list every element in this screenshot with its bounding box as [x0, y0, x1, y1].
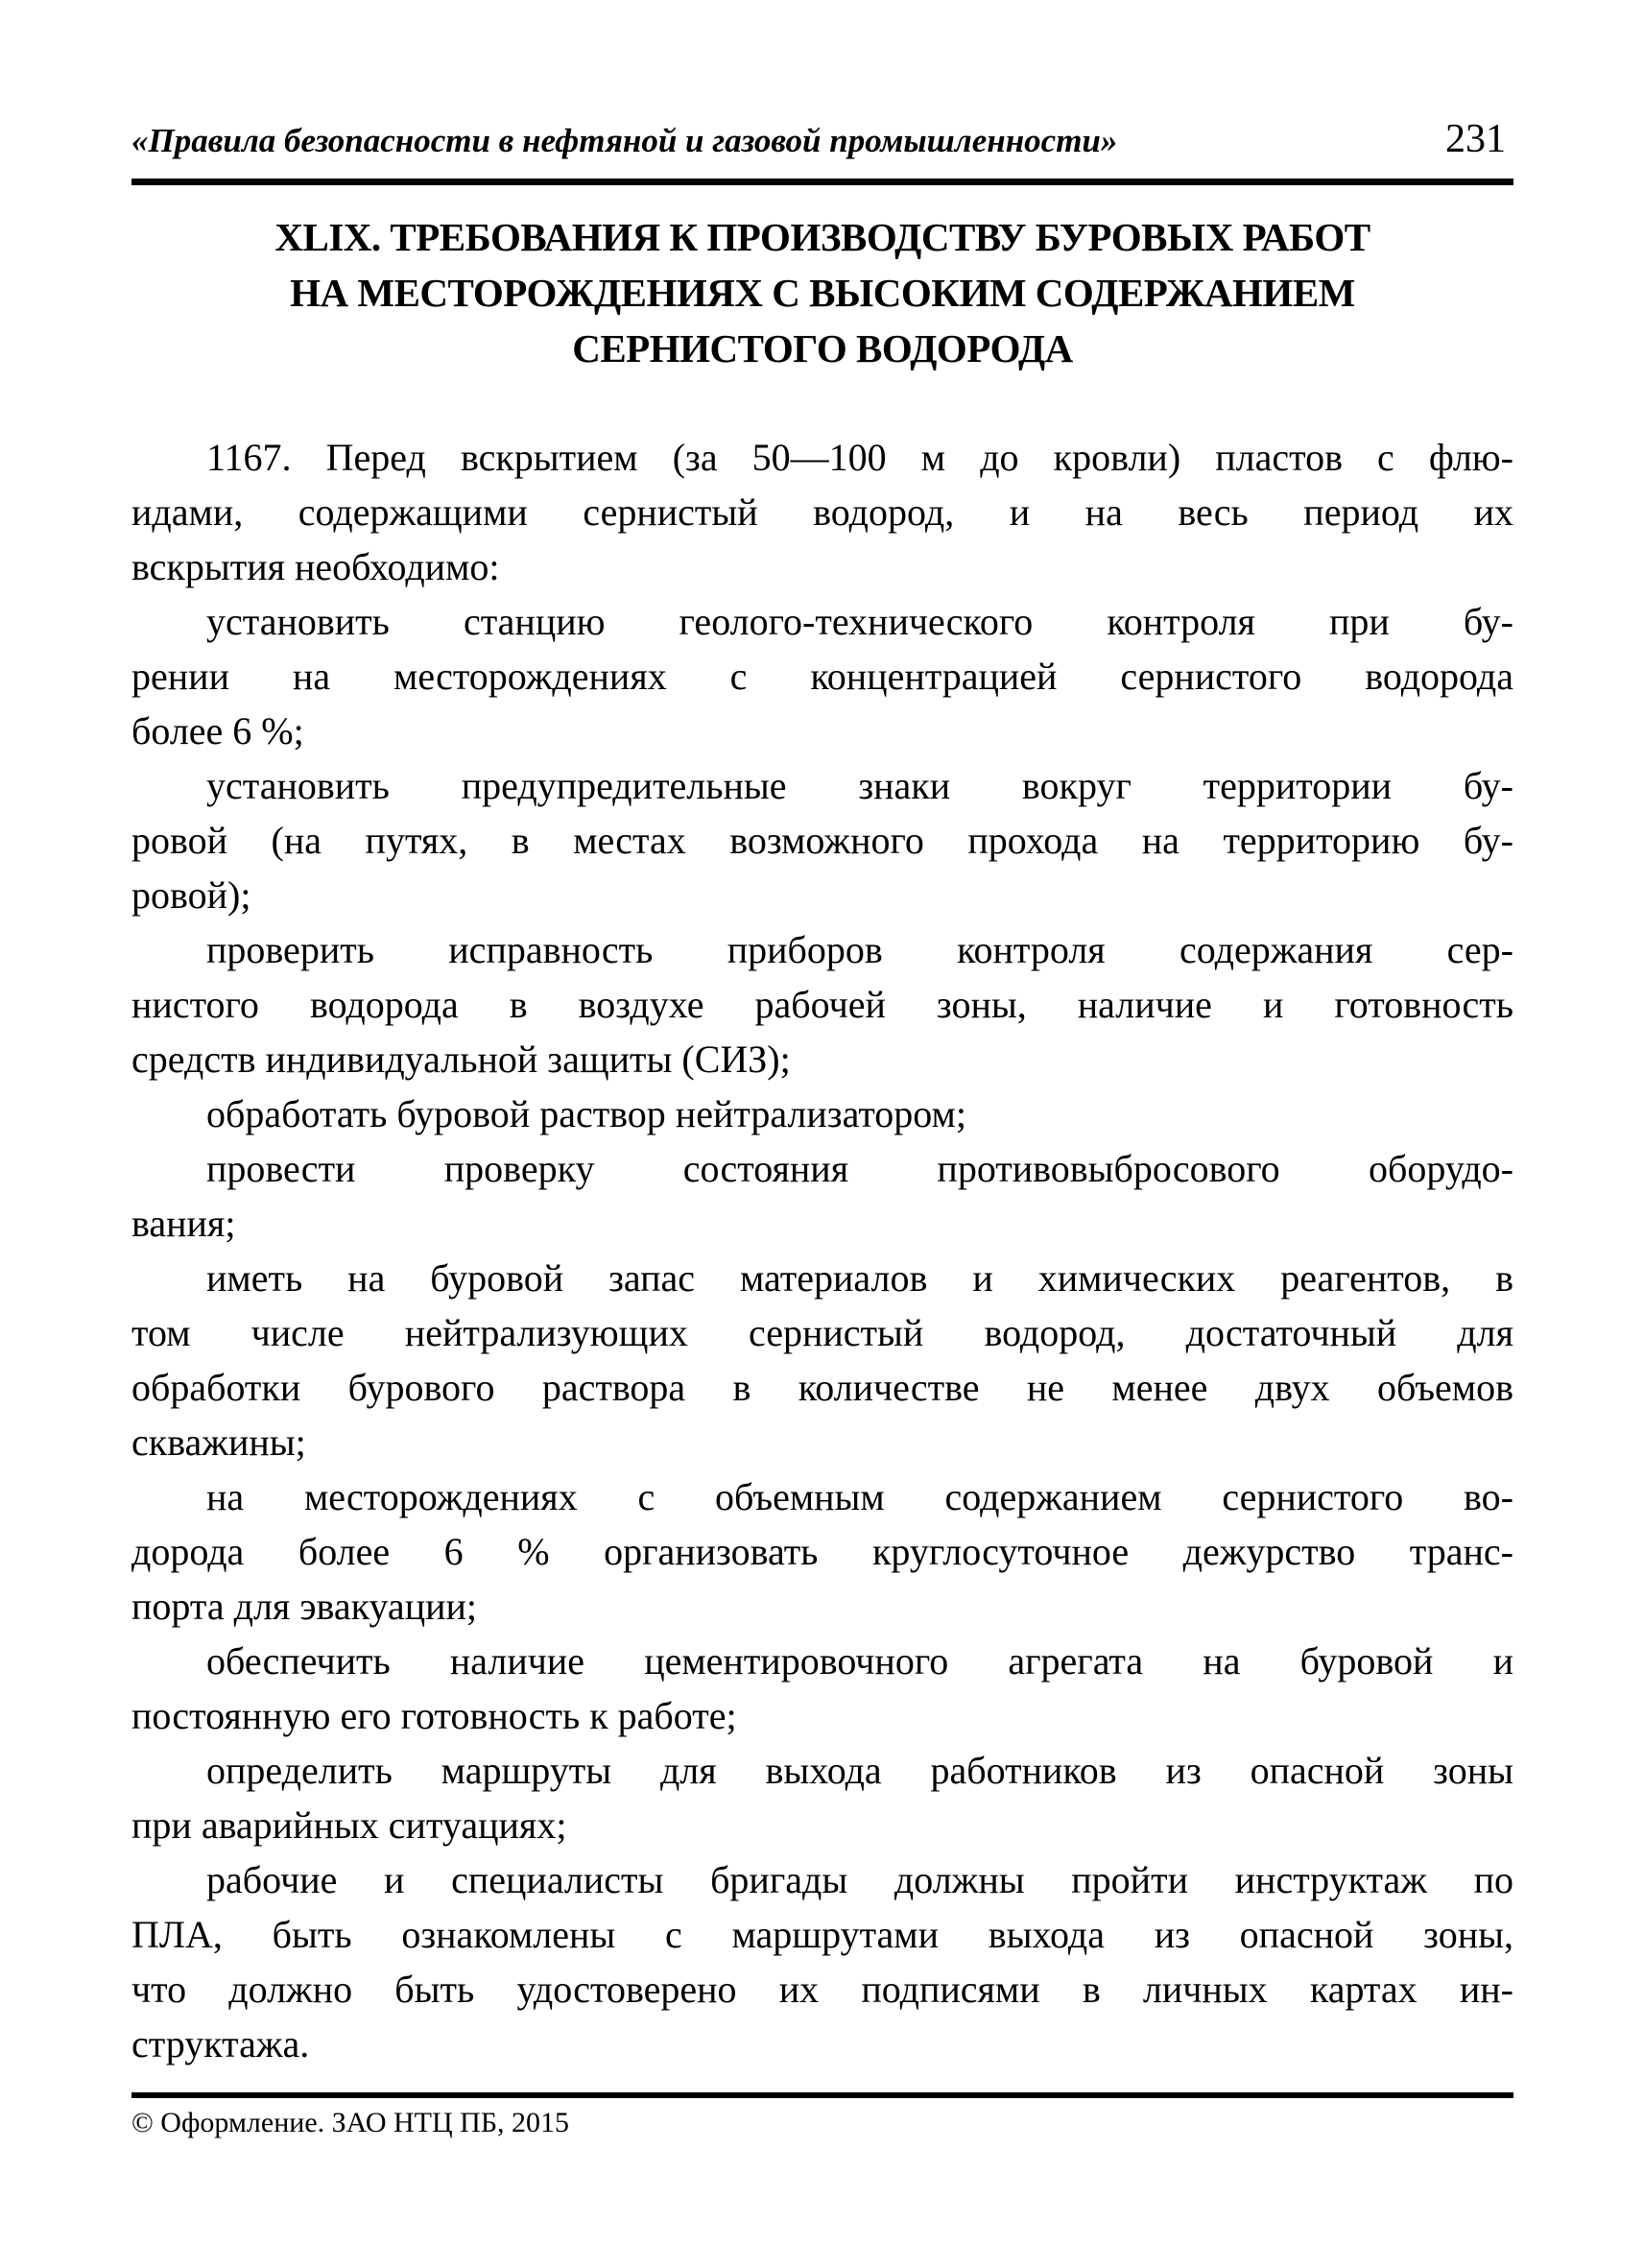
text-line: рении на месторождениях с концентрацией сернистого водорода — [131, 655, 1513, 698]
chapter-title — [131, 209, 1513, 376]
text-line: структажа. — [131, 2022, 310, 2065]
text-line: на месторождениях с объемным содержанием сернистого во- — [206, 1475, 1513, 1518]
text-line: ровой); — [131, 873, 251, 917]
text-line: порта для эвакуации; — [131, 1585, 478, 1628]
text-line: вскрытия необходимо: — [131, 545, 500, 588]
text-line: идами, содержащими сернистый водород, и на весь период их — [131, 490, 1513, 534]
text-line: определить маршруты для выхода работников из опасной зоны — [206, 1749, 1513, 1792]
text-line: при аварийных ситуациях; — [131, 1803, 567, 1847]
header-rule — [131, 179, 1513, 185]
text-line: обработать буровой раствор нейтрализатором; — [206, 1092, 966, 1135]
text-line: проверить исправность приборов контроля содержания сер- — [206, 928, 1513, 971]
text-line: обработки бурового раствора в количестве не менее двух объемов — [131, 1366, 1513, 1409]
running-title: «Правила безопасности в нефтяной и газовой промышленности» — [131, 122, 1118, 159]
text-line: вания; — [131, 1202, 236, 1245]
section-body — [131, 430, 1513, 2071]
text-line: провести проверку состояния противовыбросового оборудо- — [206, 1147, 1513, 1190]
text-line: скважины; — [131, 1420, 306, 1464]
text-line: установить станцию геолого-технического контроля при бу- — [206, 600, 1513, 643]
copyright-notice — [131, 2106, 1513, 2140]
text-line: рабочие и специалисты бригады должны пройти инструктаж по — [206, 1858, 1513, 1901]
text-line: постоянную его готовность к работе; — [131, 1694, 737, 1737]
text-line: установить предупредительные знаки вокруг территории бу- — [206, 764, 1513, 807]
text-line: обеспечить наличие цементировочного агрегата на буровой и — [206, 1639, 1513, 1683]
page-number: 231 — [1445, 117, 1506, 161]
text-line: нистого водорода в воздухе рабочей зоны, наличие и готовность — [131, 983, 1513, 1026]
chapter-title-line: XLIX. ТРЕБОВАНИЯ К ПРОИЗВОДСТВУ БУРОВЫХ РАБОТ — [274, 215, 1370, 259]
text-line: ровой (на путях, в местах возможного прохода на территорию бу- — [131, 819, 1513, 862]
text-line: ПЛА, быть ознакомлены с маршрутами выхода из опасной зоны, — [131, 1913, 1513, 1956]
text-line: том числе нейтрализующих сернистый водород, достаточный для — [131, 1311, 1513, 1354]
chapter-title-line: НА МЕСТОРОЖДЕНИЯХ С ВЫСОКИМ СОДЕРЖАНИЕМ — [290, 271, 1355, 315]
text-line: 1167. Перед вскрытием (за 50—100 м до кровли) пластов с флю- — [206, 436, 1513, 479]
chapter-title-line: СЕРНИСТОГО ВОДОРОДА — [572, 326, 1073, 370]
text-line: дорода более 6 % организовать круглосуточное дежурство транс- — [131, 1530, 1513, 1573]
text-line: иметь на буровой запас материалов и химических реагентов, в — [206, 1256, 1513, 1300]
footer-rule — [131, 2092, 1513, 2098]
page-header — [131, 117, 1513, 161]
text-line: средств индивидуальной защиты (СИЗ); — [131, 1038, 791, 1081]
text-line: более 6 %; — [131, 709, 304, 752]
copyright-text: © Оформление. ЗАО НТЦ ПБ, 2015 — [131, 2107, 570, 2138]
text-line: что должно быть удостоверено их подписями в личных картах ин- — [131, 1968, 1513, 2011]
